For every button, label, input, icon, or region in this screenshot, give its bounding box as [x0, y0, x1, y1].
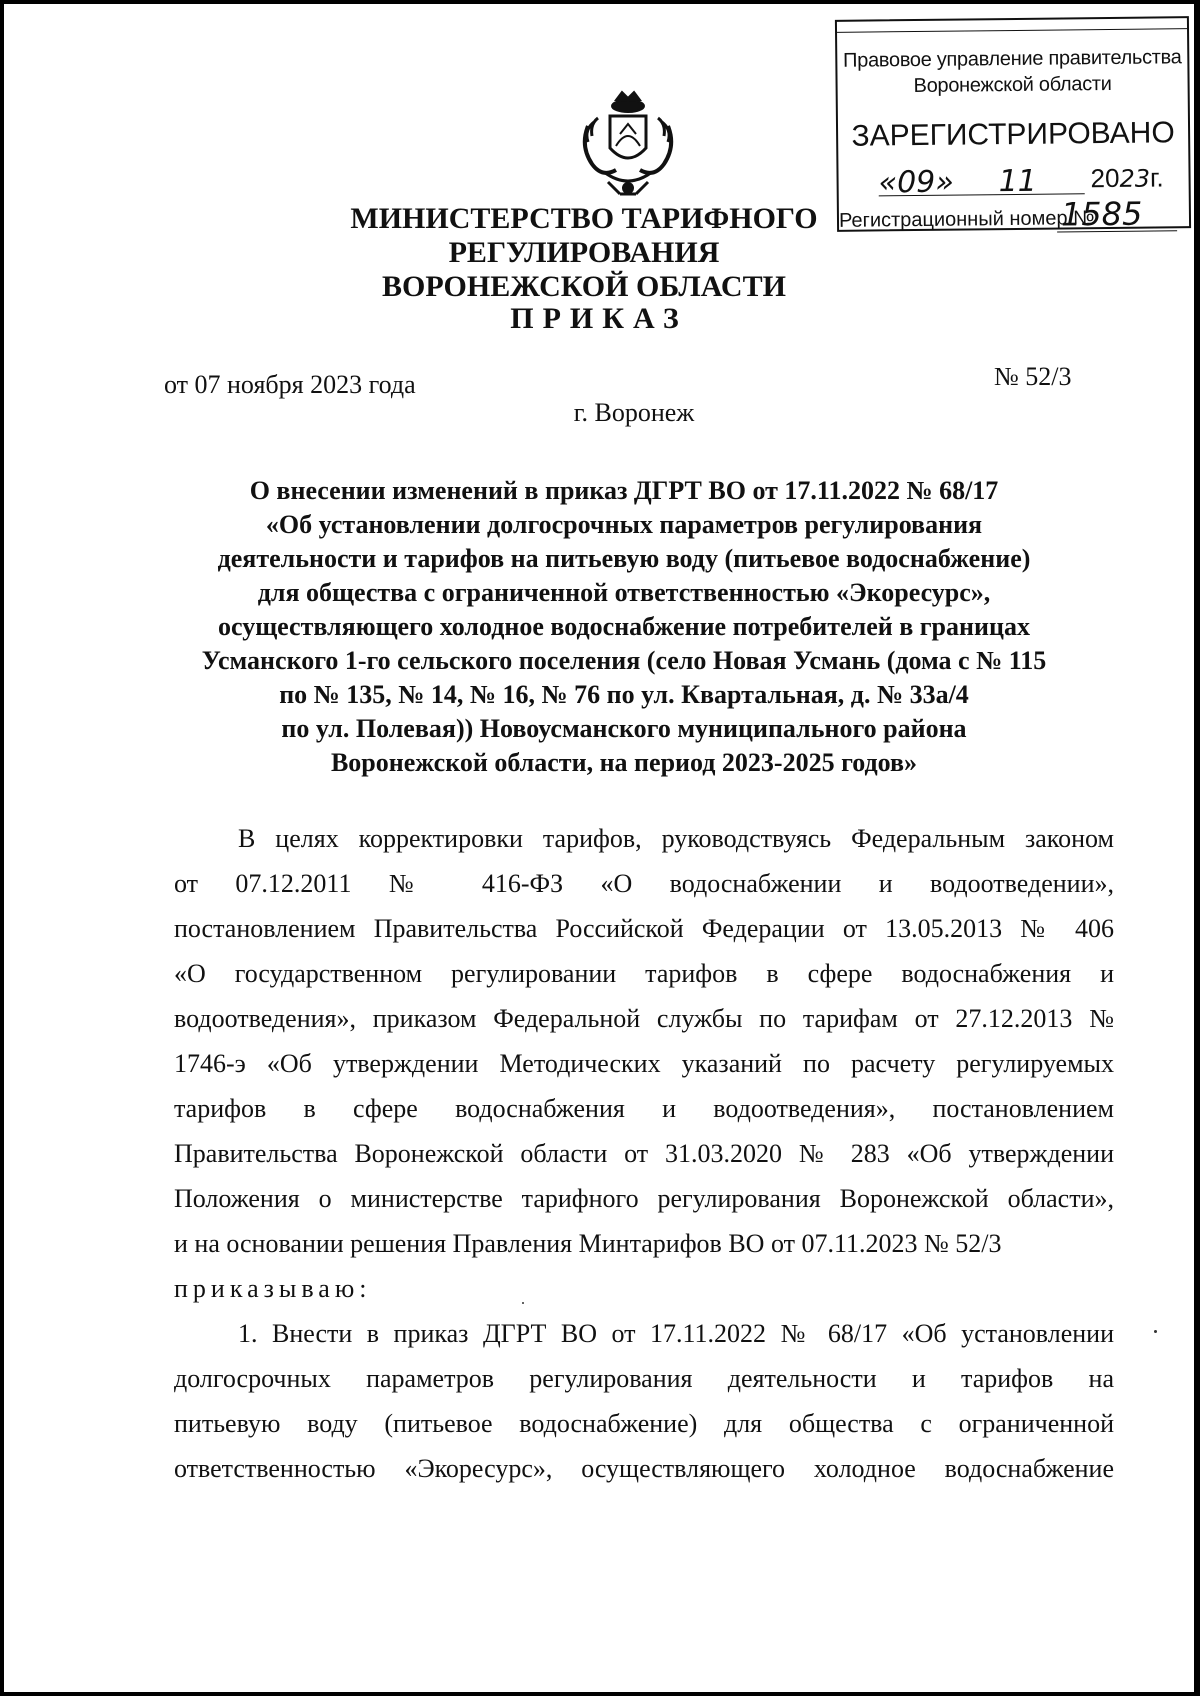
body-line: тарифов в сфере водоснабжения и водоотведения», постановлением [174, 1094, 1114, 1123]
scan-speck [522, 1302, 524, 1304]
heading-line: для общества с ограниченной ответственностью «Экоресурс», [257, 578, 991, 607]
order-city: г. Воронеж [573, 398, 695, 427]
heading-line: О внесении изменений в приказ ДГРТ ВО от 17.11.2022 № 68/17 [249, 476, 999, 505]
body-line: Правительства Воронежской области от 31.03.2020 № 283 «Об утверждении [174, 1139, 1114, 1168]
body-line: и на основании решения Правления Минтарифов ВО от 07.11.2023 № 52/3 [174, 1229, 1002, 1258]
document-type-title: ПРИКАЗ [510, 302, 688, 335]
stamp-day: «09» [878, 164, 955, 201]
heading-line: Воронежской области, на период 2023-2025 годов» [330, 748, 918, 777]
document-page [4, 4, 1194, 1692]
stamp-number-label: Регистрационный номер № [838, 207, 1095, 232]
stamp-line-1: Правовое управление правительства [842, 46, 1182, 72]
ministry-name [264, 202, 904, 304]
body-line: В целях корректировки тарифов, руководствуясь Федеральным законом [238, 824, 1114, 853]
heading-line: деятельности и тарифов на питьевую воду (питьевое водоснабжение) [217, 544, 1031, 573]
order-body [174, 816, 1114, 1491]
heading-line: по ул. Полевая)) Новоусманского муниципального района [281, 714, 967, 743]
stamp-year-hand: 23 [1119, 164, 1151, 193]
order-number: № 52/3 [994, 362, 1072, 391]
body-line: от 07.12.2011 № 416-ФЗ «О водоснабжении и водоотведении», [174, 869, 1114, 898]
order-date: от 07 ноября 2023 года [164, 370, 416, 399]
stamp-status: ЗАРЕГИСТРИРОВАНО [851, 116, 1175, 153]
body-line: Положения о министерстве тарифного регулирования Воронежской области», [174, 1184, 1114, 1213]
item-line: долгосрочных параметров регулирования деятельности и тарифов на [174, 1364, 1114, 1393]
scan-speck [1154, 1330, 1157, 1333]
heading-line: «Об установлении долгосрочных параметров регулирования [265, 510, 983, 539]
item-line: 1. Внести в приказ ДГРТ ВО от 17.11.2022 № 68/17 «Об установлении [238, 1319, 1114, 1348]
registration-stamp [835, 16, 1191, 232]
coat-of-arms-icon [576, 86, 680, 202]
stamp-year [1090, 162, 1163, 194]
body-line: постановлением Правительства Российской Федерации от 13.05.2013 № 406 [174, 914, 1114, 943]
item-line: питьевую воду (питьевое водоснабжение) для общества с ограниченной [174, 1409, 1114, 1438]
stamp-line-2: Воронежской области [913, 72, 1112, 98]
ministry-line-1: МИНИСТЕРСТВО ТАРИФНОГО РЕГУЛИРОВАНИЯ [350, 202, 818, 269]
heading-line: по № 135, № 14, № 16, № 76 по ул. Квартальная, д. № 33а/4 [279, 680, 969, 709]
stamp-year-suffix: г. [1149, 162, 1164, 193]
stamp-top-rule [837, 28, 1187, 33]
heading-line: осуществляющего холодное водоснабжение потребителей в границах [218, 612, 1030, 641]
stamp-year-prefix: 20 [1090, 162, 1120, 194]
stamp-month: 11 [998, 163, 1037, 200]
body-line: водоотведения», приказом Федеральной службы по тарифам от 27.12.2013 № [174, 1004, 1114, 1033]
body-line: 1746-э «Об утверждении Методических указаний по расчету регулируемых [174, 1049, 1114, 1078]
item-line: ответственностью «Экоресурс», осуществляющего холодное водоснабжение [174, 1454, 1114, 1483]
stamp-date [878, 162, 1178, 201]
order-word: приказываю: [174, 1274, 372, 1303]
body-line: «О государственном регулировании тарифов в сфере водоснабжения и [174, 959, 1114, 988]
order-heading [144, 474, 1104, 780]
ministry-line-2: ВОРОНЕЖСКОЙ ОБЛАСТИ [382, 270, 786, 303]
heading-line: Усманского 1-го сельского поселения (село Новая Усмань (дома с № 115 [201, 646, 1047, 675]
stamp-number-value: 1585 [1060, 194, 1143, 234]
